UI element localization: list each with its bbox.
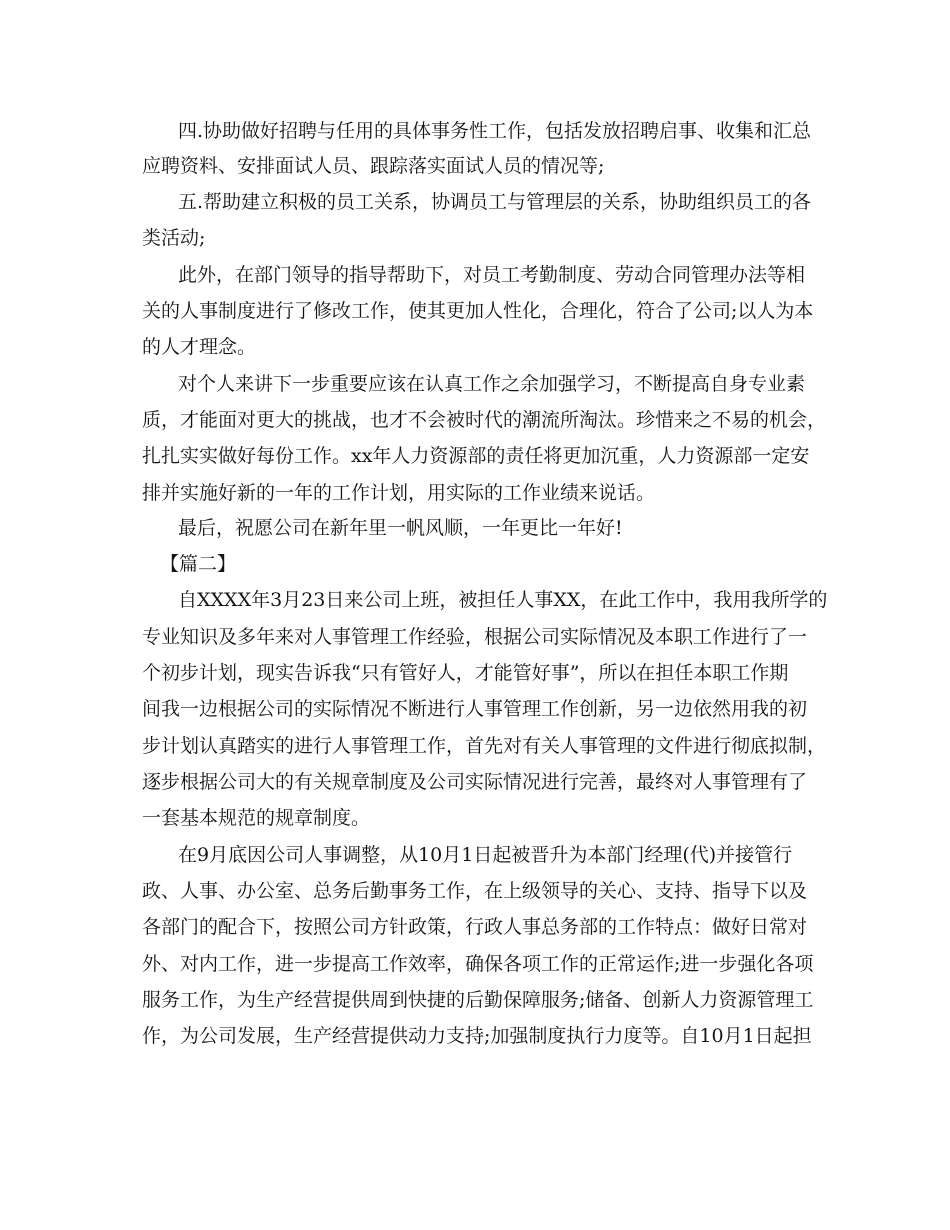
text-line: 个初步计划，现实告诉我“只有管好人，才能管好事”，所以在担任本职工作期: [142, 662, 789, 684]
text-line: 自XXXX年3月23日来公司上班，被担任人事XX，在此工作中，我用我所学的: [178, 589, 828, 611]
text-line: 最后，祝愿公司在新年里一帆风顺，一年更比一年好!: [178, 517, 623, 539]
text-line: 五.帮助建立积极的员工关系，协调员工与管理层的关系，协助组织员工的各: [178, 191, 812, 213]
text-line: 的人才理念。: [142, 336, 257, 358]
text-line: 四.协助做好招聘与任用的具体事务性工作，包括发放招聘启事、收集和汇总: [178, 120, 812, 142]
text-line: 步计划认真踏实的进行人事管理工作，首先对有关人事管理的文件进行彻底拟制，: [142, 735, 827, 757]
text-line: 作，为公司发展，生产经营提供动力支持;加强制度执行力度等。自10月1日起担: [142, 1025, 812, 1047]
text-line: 在9月底因公司人事调整，从10月1日起被晋升为本部门经理(代)并接管行: [178, 844, 793, 866]
text-line: 间我一边根据公司的实际情况不断进行人事管理工作创新，另一边依然用我的初: [142, 698, 808, 720]
text-line: 质，才能面对更大的挑战，也才不会被时代的潮流所淘汰。珍惜来之不易的机会，: [142, 409, 827, 431]
text-line: 排并实施好新的一年的工作计划，用实际的工作业绩来说话。: [142, 482, 656, 504]
text-line: 政、人事、办公室、总务后勤事务工作，在上级领导的关心、支持、指导下以及: [142, 880, 808, 902]
text-line: 对个人来讲下一步重要应该在认真工作之余加强学习，不断提高自身专业素: [178, 373, 806, 395]
text-line: 各部门的配合下，按照公司方针政策，行政人事总务部的工作特点：做好日常对: [142, 916, 808, 938]
text-line: 类活动;: [142, 227, 206, 249]
section-heading: 【篇二】: [160, 553, 237, 575]
text-line: 专业知识及多年来对人事管理工作经验，根据公司实际情况及本职工作进行了一: [142, 626, 808, 648]
text-line: 服务工作，为生产经营提供周到快捷的后勤保障服务;储备、创新人力资源管理工: [142, 989, 814, 1011]
text-line: 此外，在部门领导的指导帮助下，对员工考勤制度、劳动合同管理办法等相: [178, 264, 806, 286]
text-line: 一套基本规范的规章制度。: [142, 807, 371, 829]
text-line: 应聘资料、安排面试人员、跟踪落实面试人员的情况等;: [142, 155, 605, 177]
text-line: 扎扎实实做好每份工作。xx年人力资源部的责任将更加沉重，人力资源部一定安: [142, 445, 810, 467]
text-line: 外、对内工作，进一步提高工作效率，确保各项工作的正常运作;进一步强化各项: [142, 953, 814, 975]
text-line: 逐步根据公司大的有关规章制度及公司实际情况进行完善，最终对人事管理有了: [142, 771, 808, 793]
text-line: 关的人事制度进行了修改工作，使其更加人性化，合理化，符合了公司;以人为本: [142, 300, 814, 322]
